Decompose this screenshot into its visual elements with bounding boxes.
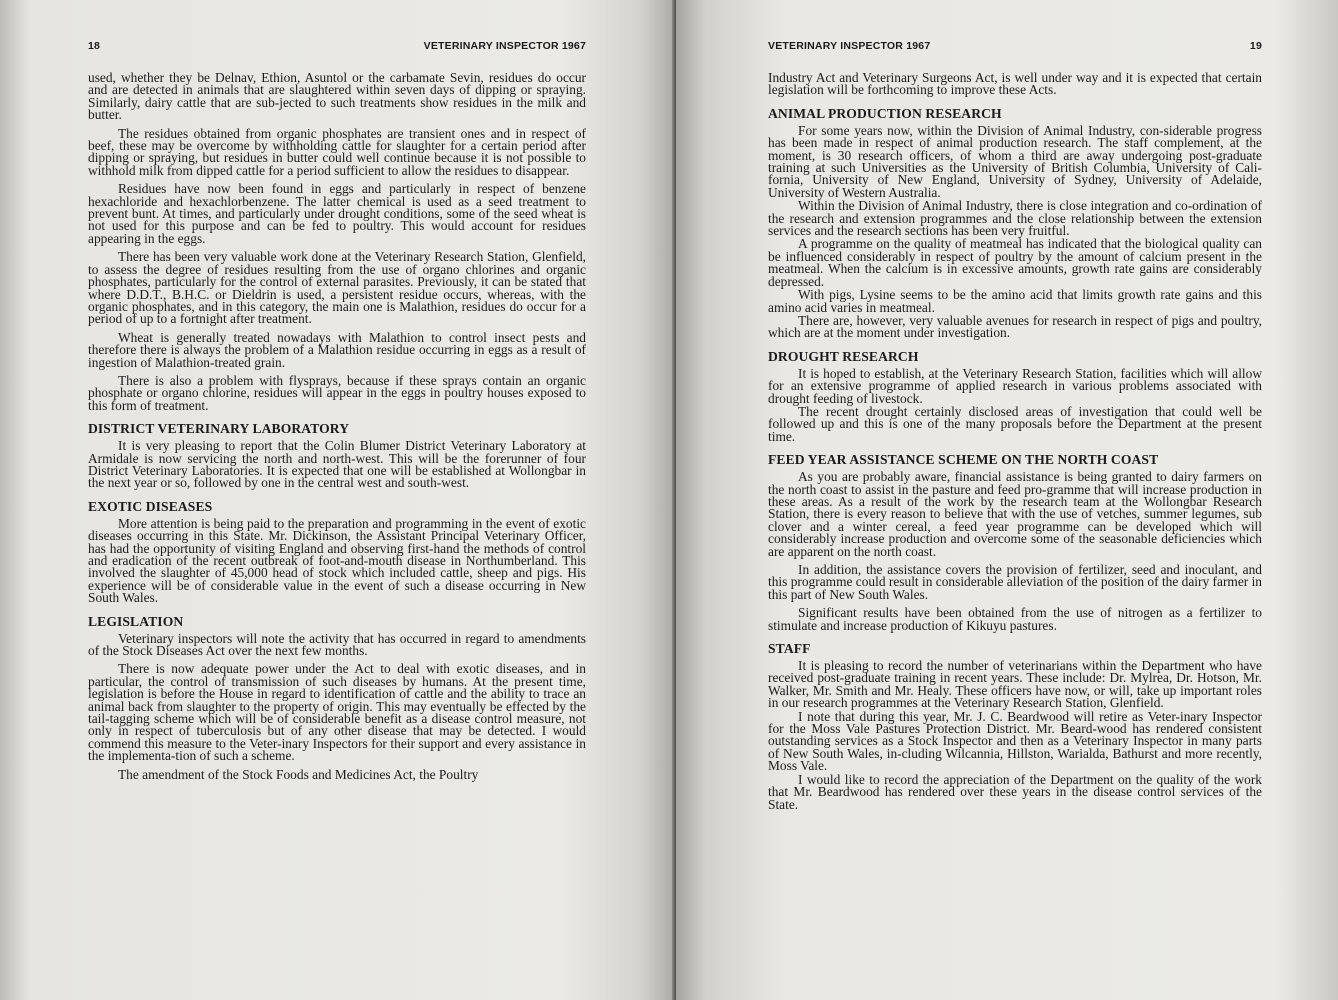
paragraph: A programme on the quality of meatmeal has indicated that the biological quality can be influenced considerably in respect of poultry by the amount of calcium present in the meatmeal. When the calcium is in excessive amounts, growth rate gains are considerably depressed.	[768, 236, 1262, 289]
paragraph: There is now adequate power under the Act to deal with exotic diseases, and in particular, the control of transmission of such diseases by humans. At the present time, legislation is before the House in regard to identification of cattle and the ability to trace an animal back from slaughter to the property of origin. This may eventually be effected by the tail-tagging scheme which will be of considerable benefit as a disease control measure, not only in respect of tuberculosis but of any other disease that may be detected. I would commend this measure to the Veter-inary Inspectors for their support and every assistance in the implementa-tion of such a scheme.	[88, 661, 586, 764]
paragraph: Residues have now been found in eggs and particularly in respect of benzene hexachloride and hexachlorbenzene. The latter chemical is used as a seed treatment to prevent bunt. At times, and particularly under drought conditions, some of the seed wheat is not used for this purpose and can be fed to poultry. This would account for residues appearing in the eggs.	[88, 181, 586, 246]
paragraph: Within the Division of Animal Industry, there is close integration and co-ordination of the research and extension programmes and the close relationship between the extension services and the research sections has been very fruitful.	[768, 198, 1262, 239]
left-page-body	[88, 72, 586, 781]
right-page-body	[768, 72, 1262, 811]
section-heading: LEGISLATION	[88, 613, 184, 629]
paragraph: The recent drought certainly disclosed areas of investigation that could well be followed up and this is one of the many proposals before the Department at the present time.	[768, 403, 1262, 444]
paragraph: It is pleasing to record the number of veterinarians within the Department who have received post-graduate training in recent years. These include: Dr. Mylrea, Dr. Hotson, Mr. Walker, Mr. Smith and Mr. Healy. These officers have now, or will, take up important roles in our research programmes at the Veterinary Research Station, Glenfield.	[768, 658, 1262, 711]
running-head-left	[88, 40, 586, 58]
paragraph: I note that during this year, Mr. J. C. Beardwood will retire as Veter-inary Inspector for the Moss Vale Pastures Protection District. Mr. Beard-wood has rendered consistent outstanding services as a Stock Inspector and then as a Veterinary Inspector in many parts of New South Wales, in-cluding Wilcannia, Hillston, Warialda, Bathurst and more recently, Moss Vale.	[768, 708, 1262, 774]
running-head-right	[768, 40, 1262, 58]
paragraph: I would like to record the appreciation of the Department on the quality of the work that Mr. Beardwood has rendered over these years in the disease control services of the State.	[768, 771, 1262, 812]
paragraph: As you are probably aware, financial assistance is being granted to dairy farmers on the north coast to assist in the pasture and feed pro-gramme that will increase production in these areas. As a result of the work by the research team at the Wollongbar Research Station, there is every reason to believe that with the use of vetches, summer legumes, sub clover and a winter cereal, a feed year programme can be developed which will considerably increase production and overcome some of the seasonable deficiencies which are apparent on the north coast.	[768, 469, 1262, 559]
running-head-title: VETERINARY INSPECTOR 1967	[423, 40, 586, 52]
paragraph: There has been very valuable work done at the Veterinary Research Station, Glenfield, to assess the degree of residues resulting from the use of organo chlorines and organic phosphates, particularly for the control of external parasites. Previously, it can be stated that where D.D.T., B.H.C. or Dieldrin is used, a persistent residue occurs, whereas, with the organic phosphates, and in this category, the main one is Malathion, residues do occur for a period of up to a fortnight after treatment.	[88, 249, 586, 327]
paragraph: Veterinary inspectors will note the activity that has occurred in regard to amendments of the Stock Diseases Act over the next few months.	[88, 630, 586, 659]
paragraph: More attention is being paid to the preparation and programming in the event of exotic diseases occurring in this State. Mr. Dickinson, the Assistant Principal Veterinary Officer, has had the opportunity of visiting England and observing first-hand the methods of control and eradication of the recent outbreak of foot-and-mouth disease in Northumberland. This involved the slaughter of 45,000 head of stock which included cattle, sheep and pigs. His experience will be of considerable value in the event of such a disease occurring in New South Wales.	[88, 515, 586, 606]
paragraph: Industry Act and Veterinary Surgeons Act, is well under way and it is expected that certain legislation will be forthcoming to improve these Acts.	[768, 70, 1262, 98]
page-number: 18	[88, 40, 101, 52]
paragraph: The amendment of the Stock Foods and Medicines Act, the Poultry	[118, 766, 479, 782]
section-heading: STAFF	[768, 641, 811, 657]
paragraph: There are, however, very valuable avenues for research in respect of pigs and poultry, which are at the moment under investigation.	[768, 312, 1262, 341]
section-heading: EXOTIC DISEASES	[88, 498, 213, 514]
paragraph: used, whether they be Delnav, Ethion, Asuntol or the carbamate Sevin, residues do occur and are detected in animals that are slaughtered within seven days of dipping or spraying. Similarly, dairy cattle that are sub-jected to such treatments show residues in the milk and butter.	[88, 70, 586, 123]
section-heading: DROUGHT RESEARCH	[768, 348, 919, 364]
right-page	[676, 0, 1338, 1000]
paragraph: It is very pleasing to report that the Colin Blumer District Veterinary Laboratory at Armidale is now servicing the north and north-west. This will be the forerunner of four District Veterinary Laboratories. It is expected that one will be established at Wollongbar in the next year or so, followed by one in the central west and south-west.	[88, 438, 586, 491]
section-heading: ANIMAL PRODUCTION RESEARCH	[768, 105, 1002, 121]
paragraph: It is hoped to establish, at the Veterinary Research Station, facilities which will allow for an extensive programme of applied research in various problems associated with drought feeding of livestock.	[768, 365, 1262, 406]
paragraph: With pigs, Lysine seems to be the amino acid that limits growth rate gains and this amino acid varies in meatmeal.	[768, 287, 1262, 315]
paragraph: Wheat is generally treated nowadays with Malathion to control insect pests and therefore there is always the problem of a Malathion residue occurring in eggs as a result of ingestion of Malathion-treated grain.	[88, 329, 586, 370]
section-heading: FEED YEAR ASSISTANCE SCHEME ON THE NORTH COAST	[768, 452, 1159, 468]
paragraph: Significant results have been obtained from the use of nitrogen as a fertilizer to stimulate and increase production of Kikuyu pastures.	[768, 605, 1262, 633]
section-heading: DISTRICT VETERINARY LABORATORY	[88, 421, 350, 437]
paragraph: There is also a problem with flysprays, because if these sprays contain an organic phosphate or organo chlorine, residues will appear in the eggs in poultry houses exposed to this form of treatment.	[88, 372, 586, 413]
page-number: 19	[1249, 40, 1262, 52]
paragraph: For some years now, within the Division of Animal Industry, con-siderable progress has been made in respect of animal production research. The staff complement, at the moment, is 30 research officers, of whom a third are away undergoing post-graduate training at such Universities as the University of British Columbia, University of Cali-fornia, University of New England, University of Sydney, University of Adelaide, University of Western Australia.	[768, 122, 1262, 200]
paragraph: In addition, the assistance covers the provision of fertilizer, seed and inoculant, and this programme could result in considerable alleviation of the position of the dairy farmer in this part of New South Wales.	[768, 562, 1262, 602]
paragraph: The residues obtained from organic phosphates are transient ones and in respect of beef, these may be overcome by withholding cattle for slaughter for a certain period after dipping or spraying, but residues in butter could well continue because it is not possible to withhold milk from dipped cattle for a period sufficient to allow the residues to disappear.	[88, 125, 586, 178]
running-head-title: VETERINARY INSPECTOR 1967	[768, 40, 931, 52]
